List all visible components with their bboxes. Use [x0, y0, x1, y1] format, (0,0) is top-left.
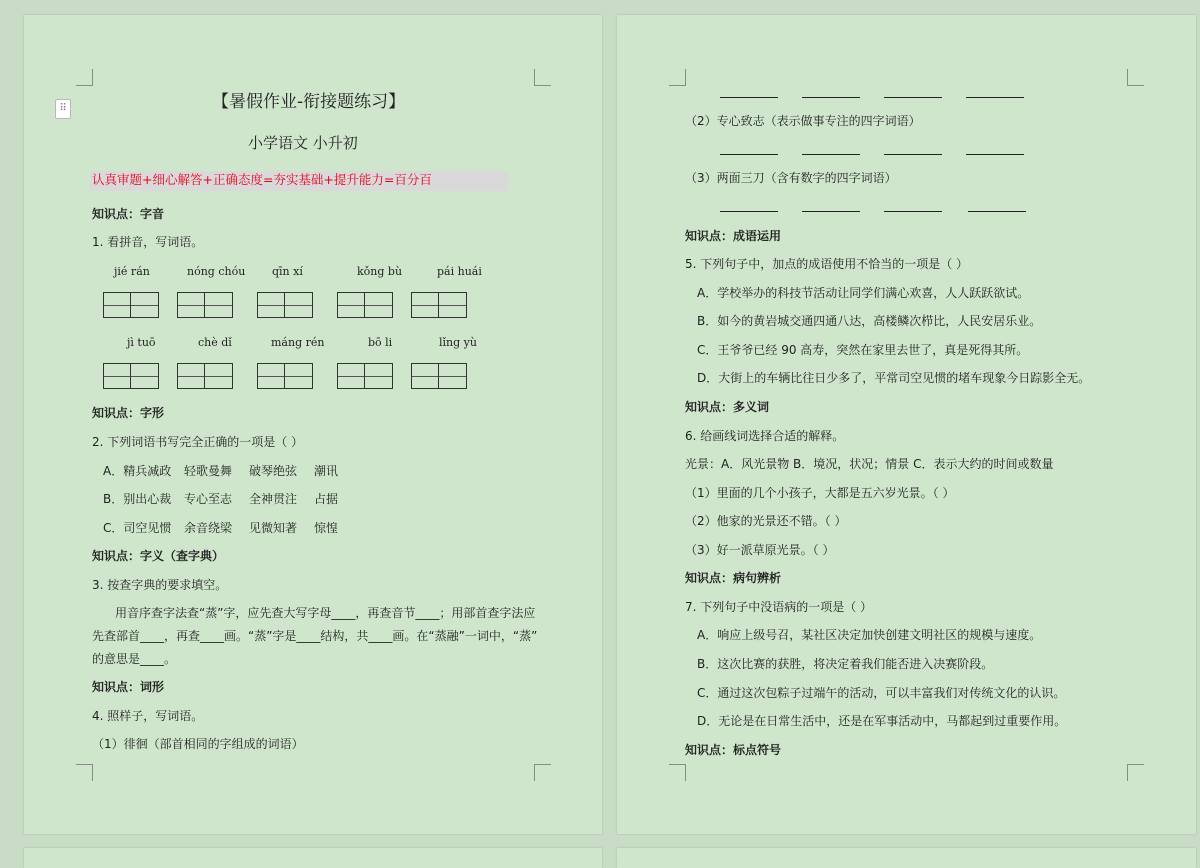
option-text: A．响应上级号召，某社区决定加快创建文明社区的规模与速度。 [697, 628, 1042, 642]
answer-blank[interactable] [884, 211, 942, 212]
section-heading-ziyin: 知识点：字音 [92, 207, 165, 221]
writing-grid[interactable] [411, 292, 467, 318]
pinyin-label: pái huái [437, 265, 482, 278]
writing-grid[interactable] [257, 363, 313, 389]
option-text: C．王爷爷已经 90 高寿，突然在家里去世了，真是死得其所。 [697, 343, 1029, 357]
option-text: D．无论是在日常生活中，还是在军事活动中，马都起到过重要作用。 [697, 714, 1067, 728]
option-text: 轻歌曼舞 [184, 464, 233, 478]
margin-corner-mark [1127, 764, 1144, 781]
margin-corner-mark [669, 69, 686, 86]
option-text: A．精兵减政 [103, 464, 172, 478]
writing-grid[interactable] [177, 292, 233, 318]
question-3-line: 用音序查字法查“蒸”字，应先查大写字母____，再查音节____；用部首查字法应 [115, 606, 536, 620]
option-text: D．大街上的车辆比往日少多了，平常司空见惯的堵车现象今日踪影全无。 [697, 371, 1091, 385]
pinyin-label: qīn xí [272, 265, 303, 278]
answer-blank[interactable] [884, 97, 942, 98]
question-6-item: （2）他家的光景还不错。（ ） [685, 514, 847, 528]
option-text: 潮讯 [314, 464, 339, 478]
answer-blank[interactable] [802, 97, 860, 98]
section-heading-duoyi: 知识点：多义词 [685, 400, 770, 414]
question-4: 4. 照样子，写词语。 [92, 709, 204, 723]
pinyin-label: jì tuō [127, 336, 156, 349]
option-text: 破琴绝弦 [249, 464, 298, 478]
margin-corner-mark [76, 764, 93, 781]
option-text: B．如今的黄岩城交通四通八达，高楼鳞次栉比，人民安居乐业。 [697, 314, 1042, 328]
writing-grid[interactable] [103, 363, 159, 389]
document-page-2 [617, 15, 1196, 834]
answer-blank[interactable] [802, 211, 860, 212]
answer-blank[interactable] [720, 211, 778, 212]
answer-blank[interactable] [720, 154, 778, 155]
pinyin-label: lǐng yù [439, 336, 477, 349]
question-3-line: 的意思是____。 [92, 652, 177, 666]
margin-corner-mark [534, 764, 551, 781]
table-move-handle-icon[interactable]: ⠿ [55, 99, 71, 119]
option-text: 全神贯注 [249, 492, 298, 506]
option-text: B．别出心裁 [103, 492, 172, 506]
page-title: 【暑假作业-衔接题练习】 [212, 92, 406, 112]
question-5: 5. 下列句子中，加点的成语使用不恰当的一项是（ ） [685, 257, 969, 271]
section-heading-zidian: 知识点：字义（查字典） [92, 549, 225, 563]
section-heading-zixing: 知识点：字形 [92, 406, 165, 420]
option-text: C．司空见惯 [103, 521, 172, 535]
option-text: 惊惶 [314, 521, 339, 535]
pinyin-label: jié rán [114, 265, 150, 278]
margin-corner-mark [76, 69, 93, 86]
margin-corner-mark [1127, 69, 1144, 86]
writing-grid[interactable] [337, 363, 393, 389]
option-text: 见微知著 [249, 521, 298, 535]
option-text: C．通过这次包粽子过端午的活动，可以丰富我们对传统文化的认识。 [697, 686, 1066, 700]
margin-corner-mark [534, 69, 551, 86]
option-text: A．学校举办的科技节活动让同学们满心欢喜，人人跃跃欲试。 [697, 286, 1030, 300]
section-heading-cixing: 知识点：词形 [92, 680, 165, 694]
answer-blank[interactable] [968, 211, 1026, 212]
motto-text: 认真审题+细心解答+正确态度=夯实基础+提升能力=百分百 [92, 172, 432, 187]
question-4-item: （1）徘徊（部首相同的字组成的词语） [92, 737, 304, 751]
margin-corner-mark [669, 764, 686, 781]
section-heading-chengyu: 知识点：成语运用 [685, 229, 782, 243]
question-6-item: （3）好一派草原光景。（ ） [685, 543, 835, 557]
question-2: 2. 下列词语书写完全正确的一项是（ ） [92, 435, 304, 449]
question-6: 6. 给画线词选择合适的解释。 [685, 429, 845, 443]
option-text: B．这次比赛的获胜，将决定着我们能否进入决赛阶段。 [697, 657, 994, 671]
question-7: 7. 下列句子中没语病的一项是（ ） [685, 600, 873, 614]
answer-blank[interactable] [720, 97, 778, 98]
pinyin-label: nóng chóu [187, 265, 246, 278]
pinyin-label: chè dǐ [198, 336, 232, 349]
pinyin-label: bō li [368, 336, 393, 349]
document-page-4 [617, 848, 1196, 868]
question-4-item: （3）两面三刀（含有数字的四字词语） [685, 171, 897, 185]
question-3: 3. 按查字典的要求填空。 [92, 578, 228, 592]
question-4-item: （2）专心致志（表示做事专注的四字词语） [685, 114, 921, 128]
writing-grid[interactable] [177, 363, 233, 389]
section-heading-bingju: 知识点：病句辨析 [685, 571, 782, 585]
answer-blank[interactable] [802, 154, 860, 155]
pinyin-label: kǒng bù [357, 265, 403, 278]
option-text: 专心至志 [184, 492, 233, 506]
answer-blank[interactable] [884, 154, 942, 155]
answer-blank[interactable] [966, 97, 1024, 98]
section-heading-biaodian: 知识点：标点符号 [685, 743, 782, 757]
page-subtitle: 小学语文 小升初 [248, 134, 358, 152]
pinyin-label: máng rén [271, 336, 325, 349]
answer-blank[interactable] [966, 154, 1024, 155]
writing-grid[interactable] [337, 292, 393, 318]
writing-grid[interactable] [411, 363, 467, 389]
question-1: 1. 看拼音，写词语。 [92, 235, 204, 249]
question-3-line: 先查部首____，再查____画。“蒸”字是____结构，共____画。在“蒸融”一词中，“蒸” [92, 629, 538, 643]
writing-grid[interactable] [103, 292, 159, 318]
document-page-3 [24, 848, 602, 868]
question-6-item: （1）里面的几个小孩子，大都是五六岁光景。（ ） [685, 486, 955, 500]
option-text: 占据 [314, 492, 339, 506]
option-text: 余音绕梁 [184, 521, 233, 535]
question-6-meanings: 光景：A．风光景物 B．境况，状况；情景 C．表示大约的时间或数量 [685, 457, 1054, 471]
writing-grid[interactable] [257, 292, 313, 318]
